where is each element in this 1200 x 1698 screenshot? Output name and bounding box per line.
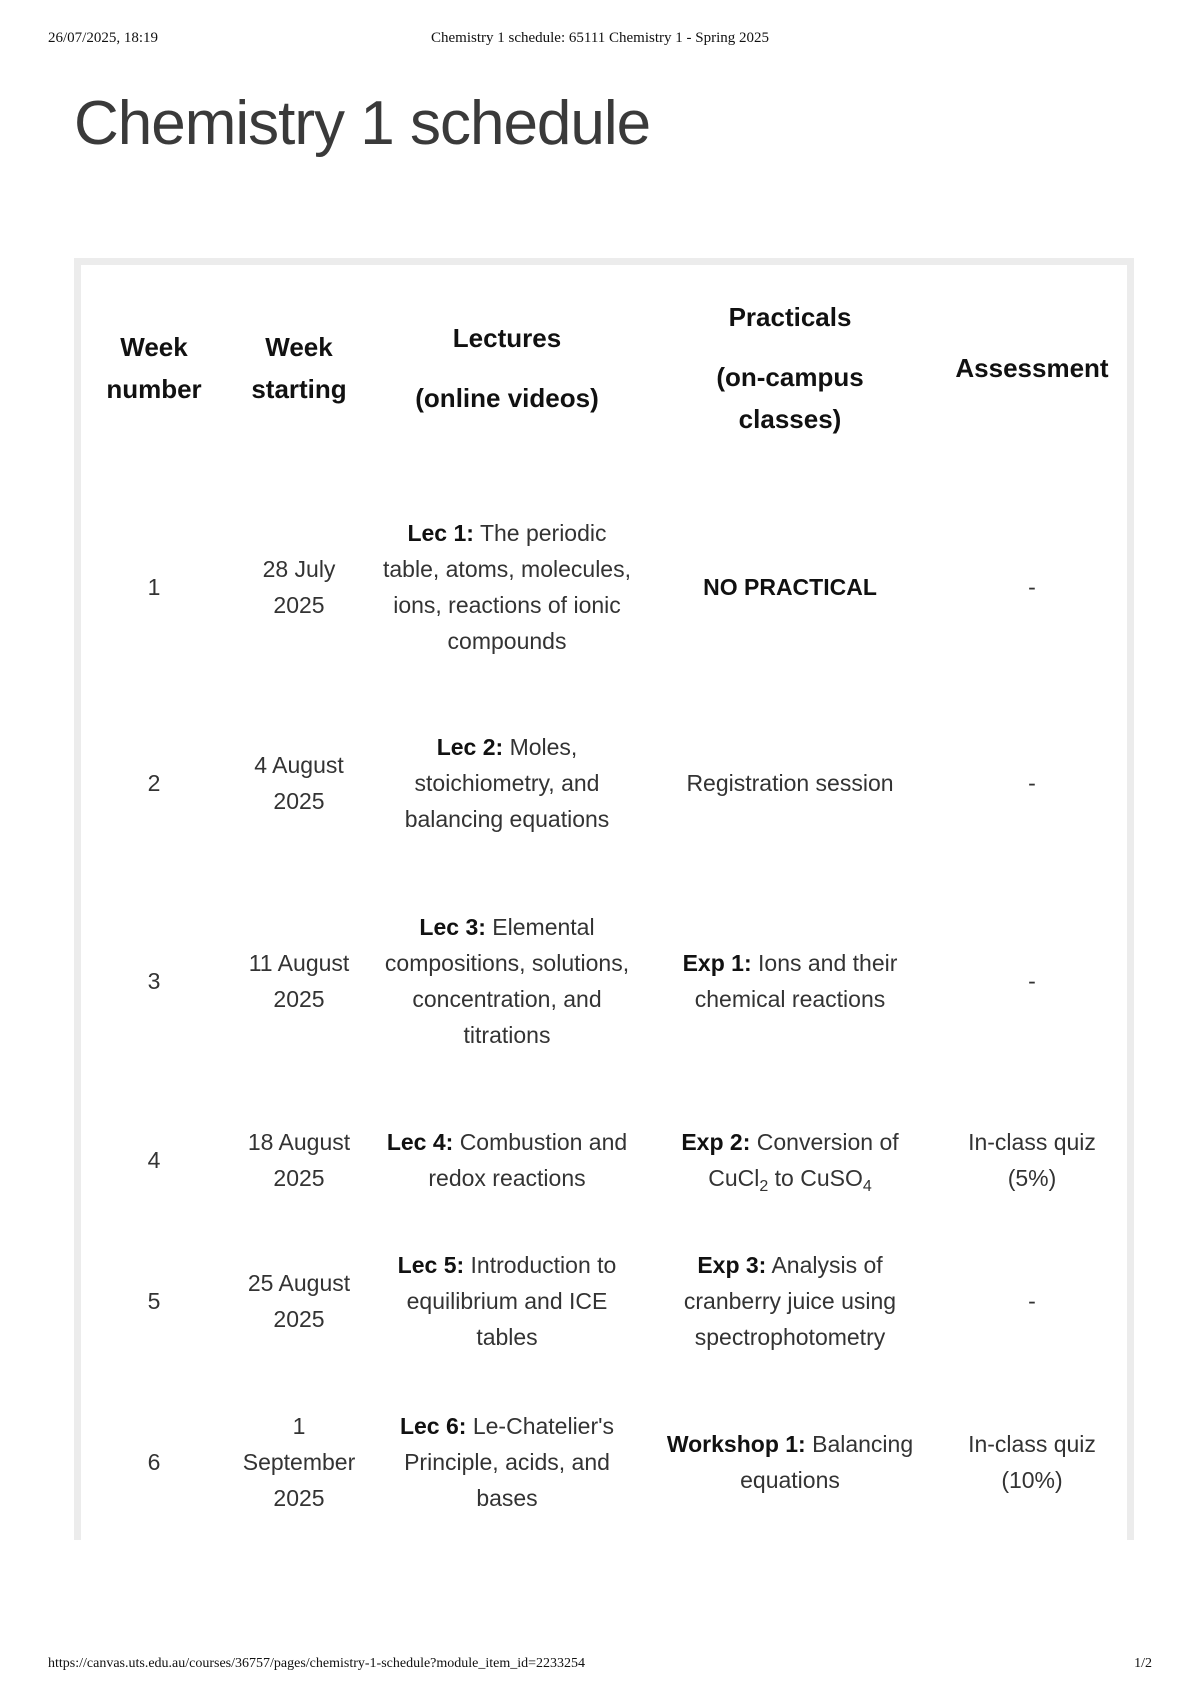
header-assessment: Assessment bbox=[955, 352, 1109, 383]
cell-practical bbox=[643, 703, 937, 863]
table-row bbox=[81, 1099, 1127, 1221]
cell-week: 5 bbox=[147, 1288, 161, 1314]
print-page-number: 1/2 bbox=[1134, 1656, 1152, 1671]
cell-practical bbox=[643, 1221, 937, 1381]
cell-week: 6 bbox=[147, 1449, 161, 1475]
lecture-label: Lec 5: bbox=[397, 1252, 465, 1278]
lecture-text: Introduction to equilibrium and ICE tables bbox=[406, 1252, 617, 1350]
assessment-line1: In-class quiz bbox=[968, 1129, 1096, 1155]
cell-lecture bbox=[371, 1099, 643, 1221]
cell-practical bbox=[643, 1381, 937, 1543]
assessment-line1: In-class quiz bbox=[968, 1431, 1096, 1457]
practical-text: Balancing equations bbox=[740, 1431, 914, 1493]
lecture-label: Lec 4: bbox=[386, 1129, 454, 1155]
starting-line1: 11 August bbox=[248, 950, 350, 976]
header-practicals-line2b: classes) bbox=[738, 403, 842, 434]
assessment-line2: (10%) bbox=[1001, 1467, 1063, 1493]
cell-assessment: - bbox=[1028, 1288, 1036, 1314]
lecture-text: The periodic table, atoms, molecules, ions, reactions of ionic compounds bbox=[382, 519, 631, 654]
schedule-table bbox=[81, 265, 1127, 1543]
practical-text: Conversion of bbox=[756, 1129, 899, 1155]
starting-line2: 2025 bbox=[273, 1165, 325, 1191]
formula-cuso4: CuSO bbox=[800, 1165, 863, 1191]
practical-text: Ions and their chemical reactions bbox=[694, 950, 898, 1012]
starting-line1: 25 August bbox=[247, 1270, 351, 1296]
cell-assessment: - bbox=[1028, 770, 1036, 796]
lecture-text: Combustion and redox reactions bbox=[428, 1129, 628, 1191]
lecture-label: Lec 2: bbox=[436, 734, 504, 760]
lecture-text: Le-Chatelier's Principle, acids, and bases bbox=[404, 1413, 615, 1511]
practical-connector: to bbox=[774, 1165, 794, 1191]
starting-line2: 2025 bbox=[273, 1306, 325, 1332]
starting-line2: 2025 bbox=[273, 591, 325, 618]
header-week-starting bbox=[227, 265, 371, 470]
lecture-text: Elemental compositions, solutions, concentration, and titrations bbox=[384, 914, 630, 1048]
table-header-row bbox=[81, 265, 1127, 470]
header-week-number bbox=[81, 265, 227, 470]
cell-starting bbox=[227, 1381, 371, 1543]
cell-week: 3 bbox=[147, 968, 161, 994]
lecture-text: Moles, stoichiometry, and balancing equations bbox=[404, 734, 610, 832]
cell-practical bbox=[643, 470, 937, 703]
cell-week: 2 bbox=[147, 770, 161, 796]
cell-week: 4 bbox=[147, 1147, 161, 1173]
header-week-starting-line2: starting bbox=[251, 373, 347, 404]
starting-line1: 18 August bbox=[247, 1129, 351, 1155]
print-header-title: Chemistry 1 schedule: 65111 Chemistry 1 - Spring 2025 bbox=[430, 30, 770, 46]
practical-label: Exp 3: bbox=[697, 1252, 767, 1278]
starting-line1: 1 bbox=[292, 1413, 306, 1439]
table-row bbox=[81, 1381, 1127, 1543]
lecture-label: Lec 1: bbox=[407, 519, 474, 546]
cell-lecture bbox=[371, 470, 643, 703]
cell-starting bbox=[227, 703, 371, 863]
cell-starting bbox=[227, 470, 371, 703]
table-row bbox=[81, 863, 1127, 1099]
table-row bbox=[81, 703, 1127, 863]
header-practicals-line2 bbox=[649, 356, 931, 440]
practical-label: Workshop 1: bbox=[666, 1431, 806, 1457]
header-lectures-line1: Lectures bbox=[452, 322, 562, 353]
formula-cucl2-subscript: 2 bbox=[759, 1178, 769, 1195]
header-week-number-line2: number bbox=[106, 373, 202, 404]
header-practicals bbox=[643, 265, 937, 470]
header-lectures bbox=[371, 265, 643, 470]
starting-line3: 2025 bbox=[273, 1485, 325, 1511]
starting-line1: 28 July bbox=[262, 555, 336, 582]
cell-assessment bbox=[937, 1381, 1127, 1543]
starting-line2: September bbox=[242, 1449, 356, 1475]
header-lectures-line2: (online videos) bbox=[415, 382, 599, 413]
starting-line2: 2025 bbox=[273, 788, 325, 814]
header-practicals-line2a: (on-campus bbox=[716, 361, 864, 392]
header-practicals-line1: Practicals bbox=[728, 301, 852, 332]
cell-practical bbox=[643, 863, 937, 1099]
cell-assessment bbox=[937, 1099, 1127, 1221]
cell-lecture bbox=[371, 863, 643, 1099]
table-row bbox=[81, 470, 1127, 703]
cell-starting bbox=[227, 863, 371, 1099]
lecture-label: Lec 3: bbox=[419, 914, 486, 940]
page-title: Chemistry 1 schedule bbox=[74, 89, 651, 158]
practical-label: Exp 2: bbox=[681, 1129, 751, 1155]
table-row bbox=[81, 1221, 1127, 1381]
header-week-starting-line1: Week bbox=[265, 331, 333, 362]
practical-text: Analysis of cranberry juice using spectrophotometry bbox=[683, 1252, 897, 1350]
cell-starting bbox=[227, 1221, 371, 1381]
cell-starting bbox=[227, 1099, 371, 1221]
print-footer-url: https://canvas.uts.edu.au/courses/36757/pages/chemistry-1-schedule?module_item_id=2233254 bbox=[48, 1656, 586, 1671]
lecture-label: Lec 6: bbox=[399, 1413, 467, 1439]
practical-label: Exp 1: bbox=[682, 950, 752, 976]
starting-line1: 4 August bbox=[254, 752, 344, 778]
formula-cuso4-subscript: 4 bbox=[862, 1178, 872, 1195]
cell-lecture bbox=[371, 1381, 643, 1543]
assessment-line2: (5%) bbox=[1007, 1165, 1057, 1191]
cell-practical bbox=[643, 1099, 937, 1221]
cell-lecture bbox=[371, 703, 643, 863]
cell-assessment: - bbox=[1028, 573, 1036, 600]
cell-week: 1 bbox=[147, 573, 161, 600]
schedule-table-frame bbox=[74, 258, 1134, 1540]
cell-assessment: - bbox=[1028, 968, 1036, 994]
cell-lecture bbox=[371, 1221, 643, 1381]
practical-label: NO PRACTICAL bbox=[703, 573, 877, 600]
header-week-number-line1: Week bbox=[120, 331, 188, 362]
starting-line2: 2025 bbox=[273, 986, 325, 1012]
formula-cucl2: CuCl bbox=[708, 1165, 760, 1191]
practical-text: Registration session bbox=[686, 770, 894, 796]
print-datetime: 26/07/2025, 18:19 bbox=[48, 30, 159, 46]
